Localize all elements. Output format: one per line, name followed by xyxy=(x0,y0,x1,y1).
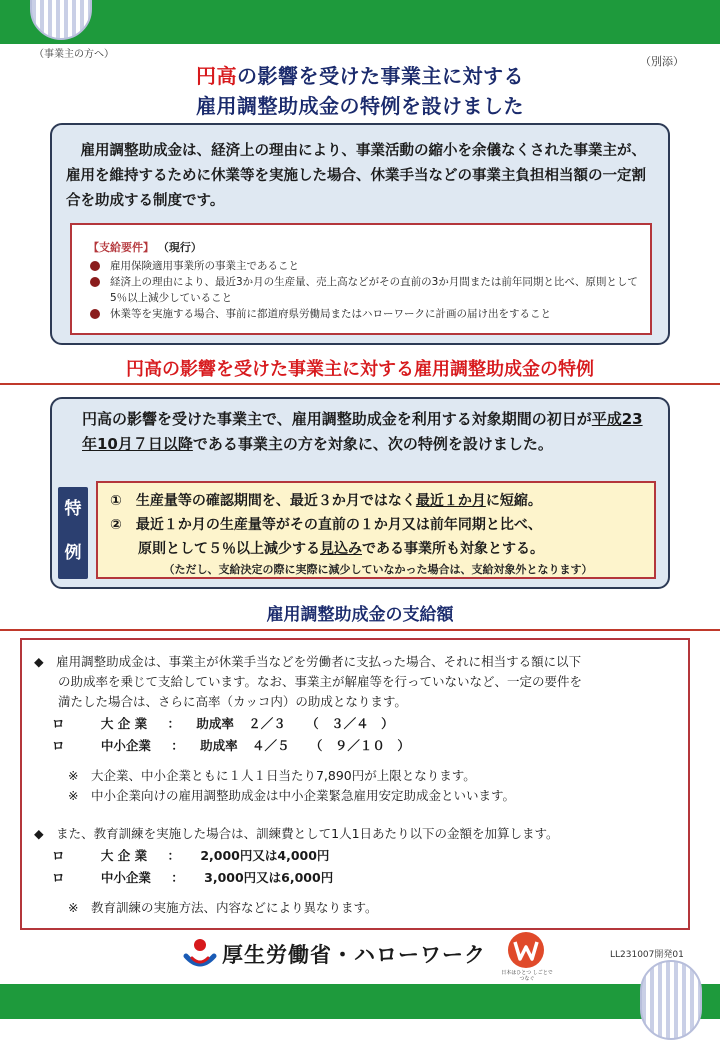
divider xyxy=(0,383,720,385)
amount-box xyxy=(20,638,690,930)
bottom-green-band xyxy=(0,984,720,1019)
item-underline: 最近１か月 xyxy=(415,493,486,509)
rate-name: 助成率 xyxy=(196,716,234,731)
requirements-title xyxy=(88,239,640,255)
special-label xyxy=(58,487,88,579)
requirement-item xyxy=(88,258,640,274)
hellowork-logo-icon xyxy=(506,930,546,970)
item-text: 生産量等の確認期間を、最近３か月ではなく xyxy=(135,493,416,509)
bullet-icon xyxy=(90,277,100,287)
footer-org: 厚生労働省・ハローワーク xyxy=(222,943,486,967)
training-label: 大 企 業 xyxy=(100,848,148,863)
hellowork-caption: 日本はひとつ しごとでつなぐ xyxy=(501,970,553,982)
page-title-line1 xyxy=(100,60,620,89)
rate-value: ２／３ xyxy=(248,716,286,731)
training-sep: ： xyxy=(171,870,184,885)
checkbox-icon: ロ xyxy=(52,848,65,863)
special-item-1 xyxy=(110,489,646,513)
requirements-heading: 【支給要件】 xyxy=(88,241,154,254)
amount-para2: ◆ また、教育訓練を実施した場合は、訓練費として1人1日あたり以下の金額を加算します。 xyxy=(34,826,559,841)
rate-high-value: （ ３／４ ） xyxy=(306,716,394,731)
item-number: ① xyxy=(110,493,122,509)
decorative-stripe-oval xyxy=(640,960,702,1040)
top-green-band xyxy=(0,0,720,44)
requirement-text: 雇用保険適用事業所の事業主であること xyxy=(110,260,299,272)
requirement-item xyxy=(88,274,640,306)
document-code: LL231007開発01 xyxy=(610,950,684,960)
attachment-label: （別添） xyxy=(640,55,684,68)
amount-note3: ※ 教育訓練の実施方法、内容などにより異なります。 xyxy=(68,900,378,915)
training-row xyxy=(52,868,333,888)
rate-high-value: （ ９／１０ ） xyxy=(309,738,410,753)
divider xyxy=(0,629,720,631)
special-box xyxy=(50,397,670,589)
title-highlight: 円高 xyxy=(196,64,237,88)
intro-box xyxy=(50,123,670,345)
amount-note2: ※ 中小企業向けの雇用調整助成金は中小企業緊急雇用安定助成金といいます。 xyxy=(68,788,515,803)
amount-note1: ※ 大企業、中小企業ともに１人１日当たり7,890円が上限となります。 xyxy=(68,768,476,783)
training-label: 中小企業 xyxy=(100,870,151,885)
rate-label: 中小企業 xyxy=(100,738,151,753)
item-text-post: に短縮。 xyxy=(485,493,542,509)
intro-text: 雇用調整助成金は、経済上の理由により、事業活動の縮小を余儀なくされた事業主が、雇用を維持するために休業等を実施した場合、休業手当などの事業主負担相当額の一定割合を助成する制度です。 xyxy=(66,143,646,209)
special-terms-box xyxy=(96,481,656,579)
bullet-icon xyxy=(90,309,100,319)
training-sep: ： xyxy=(167,848,180,863)
bullet-icon xyxy=(90,261,100,271)
special-item-2-cont xyxy=(110,537,646,561)
item-underline: 見込み xyxy=(320,541,362,557)
rate-row xyxy=(52,736,410,756)
rate-name: 助成率 xyxy=(200,738,238,753)
page-title-line2: 雇用調整助成金の特例を設けました xyxy=(196,94,524,118)
rate-sep: ： xyxy=(167,716,180,731)
requirement-text: 経済上の理由により、最近3か月の生産量、売上高などがその直前の3か月間または前年同期と比べ、原則として5％以上減少していること xyxy=(110,276,638,304)
rate-value: ４／５ xyxy=(252,738,290,753)
requirement-text: 休業等を実施する場合、事前に都道府県労働局またはハローワークに計画の届け出をすること xyxy=(110,308,551,320)
rate-sep: ： xyxy=(171,738,184,753)
rate-label: 大 企 業 xyxy=(100,716,148,731)
requirements-box xyxy=(70,223,652,335)
special-date: 平成23年10月７日以降 xyxy=(82,410,643,453)
rate-row xyxy=(52,714,394,734)
special-note: （ただし、支給決定の際に実際に減少していなかった場合は、支給対象外となります） xyxy=(163,563,593,576)
training-row xyxy=(52,846,329,866)
audience-label: （事業主の方へ） xyxy=(34,49,114,60)
special-label-char1: 特 xyxy=(64,499,82,519)
item-text: 原則として５％以上減少する xyxy=(138,541,320,557)
mhlw-logo-icon xyxy=(182,936,218,972)
amount-para1-line2: の助成率を乗じて支給しています。なお、事業主が解雇等を行っていないなど、一定の要件を xyxy=(58,674,583,689)
checkbox-icon: ロ xyxy=(52,716,65,731)
checkbox-icon: ロ xyxy=(52,870,65,885)
amount-heading: 雇用調整助成金の支給額 xyxy=(266,605,454,625)
requirement-item xyxy=(88,306,640,322)
amount-para1-line3: 満たした場合は、さらに高率（カッコ内）の助成となります。 xyxy=(58,694,407,709)
special-label-char2: 例 xyxy=(64,543,82,563)
special-text-post: である事業主の方を対象に、次の特例を設けました。 xyxy=(192,435,553,453)
item-text: 最近１か月の生産量等がその直前の１か月又は前年同期と比べ、 xyxy=(135,517,542,533)
item-number: ② xyxy=(110,517,122,533)
training-amount: 3,000円又は6,000円 xyxy=(204,870,334,885)
training-amount: 2,000円又は4,000円 xyxy=(200,848,330,863)
special-text xyxy=(82,407,652,457)
checkbox-icon: ロ xyxy=(52,738,65,753)
special-text-pre: 円高の影響を受けた事業主で、雇用調整助成金を利用する対象期間の初日が xyxy=(82,410,592,428)
special-heading: 円高の影響を受けた事業主に対する雇用調整助成金の特例 xyxy=(126,359,594,380)
item-text-post: である事業所も対象とする。 xyxy=(362,541,544,557)
title-line1-rest: の影響を受けた事業主に対する xyxy=(237,64,524,88)
amount-para1-line1: ◆ 雇用調整助成金は、事業主が休業手当などを労働者に支払った場合、それに相当する額に以下 xyxy=(34,654,582,669)
requirements-current: （現行） xyxy=(157,241,202,254)
special-item-2 xyxy=(110,513,646,537)
